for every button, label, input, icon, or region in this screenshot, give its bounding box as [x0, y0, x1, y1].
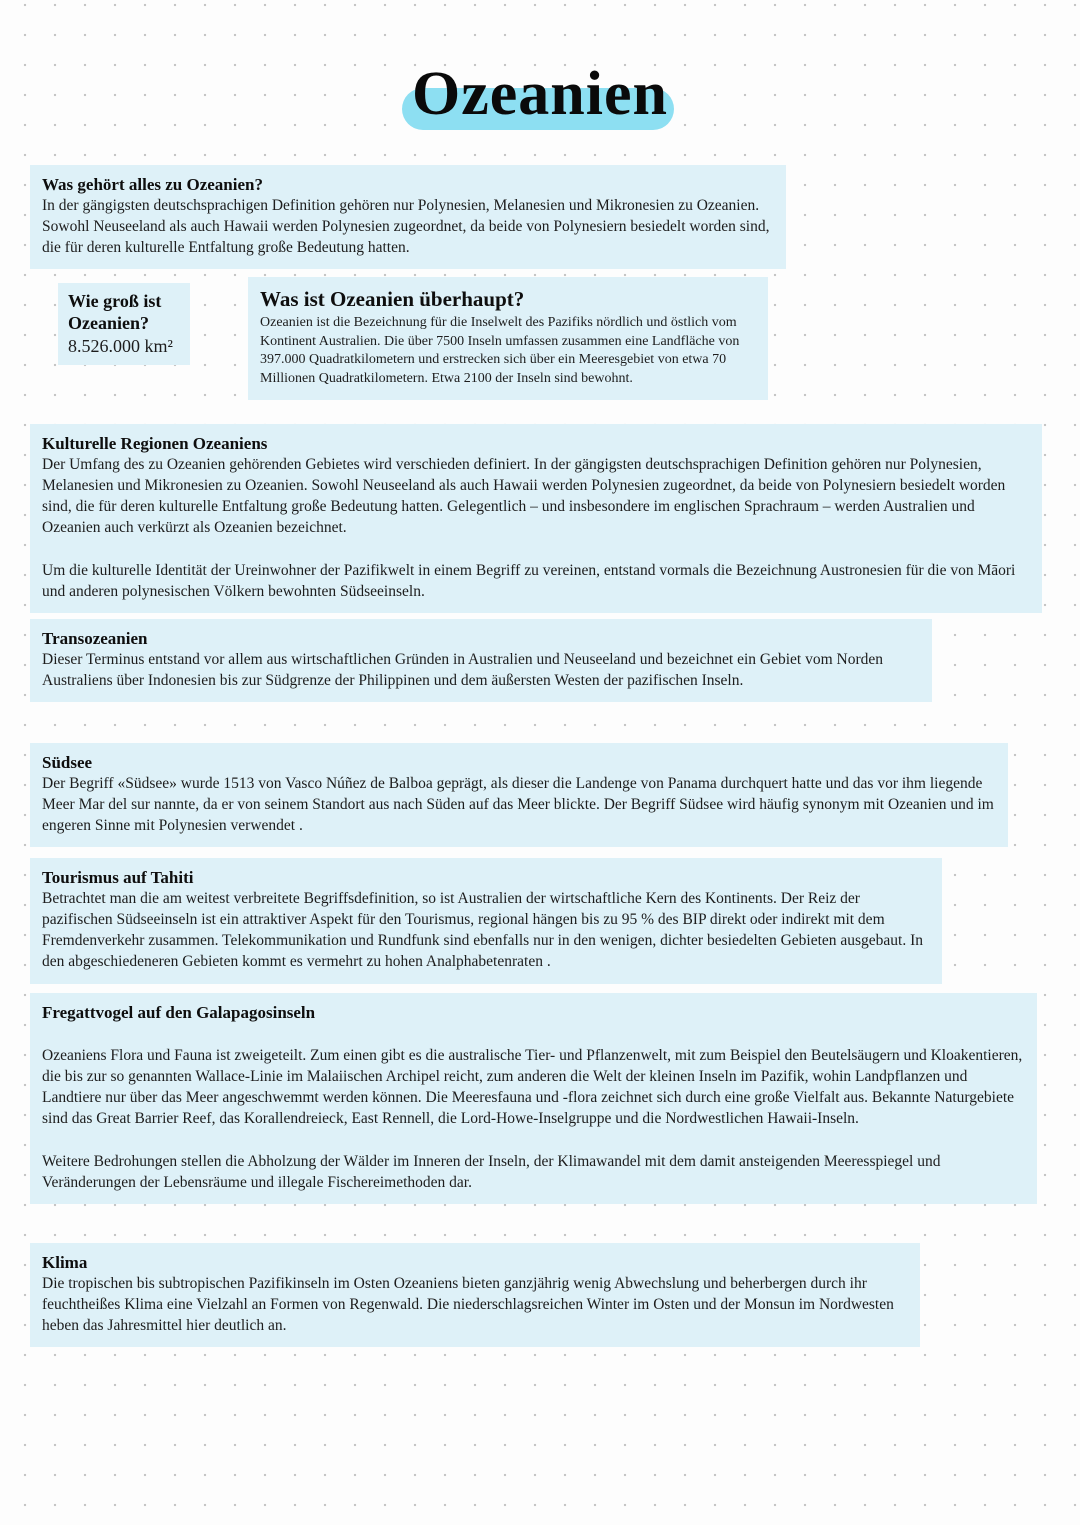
section-body: Der Begriff «Südsee» wurde 1513 von Vasco Núñez de Balboa geprägt, als dieser die Landenge von Panama durchquert hatte und das vor ihm liegende Meer Mar del sur nannte, da er von seinem Standort aus nach Süden auf das Meer blickte. Der Begriff Südsee wird häufig synonym mit Ozeanien und im engeren Sinne mit Polynesien verwendet . [42, 775, 994, 835]
section-heading: Fregattvogel auf den Galapagosinseln [42, 1003, 316, 1022]
section-heading: Transozeanien [42, 629, 148, 648]
area-value: 8.526.000 km² [68, 335, 173, 356]
section-tourismus [30, 858, 942, 984]
section-was-gehoert [30, 165, 786, 269]
section-body: Weitere Bedrohungen stellen die Abholzung der Wälder im Inneren der Inseln, der Klimawandel mit dem damit ansteigenden Meeresspiegel und Veränderungen der Lebensräume und illegale Fischereimethoden dar. [42, 1152, 941, 1191]
page-title-text: Ozeanien [412, 59, 668, 128]
section-wie-gross [58, 283, 190, 365]
section-transozeanien [30, 619, 932, 702]
section-body: Ozeanien ist die Bezeichnung für die Inselwelt des Pazifiks nördlich und östlich vom Kontinent Australien. Die über 7500 Inseln umfassen zusammen eine Landfläche von 397.000 Quadratkilometern und erstrecken sich über ein Meeresgebiet von etwa 70 Millionen Quadratkilometern. Etwa 2100 der Inseln sind bewohnt. [260, 315, 740, 387]
section-kulturelle-regionen [30, 424, 1042, 613]
section-heading: Klima [42, 1253, 88, 1272]
section-was-ist-ozeanien [248, 277, 768, 400]
section-heading: Was gehört alles zu Ozeanien? [42, 175, 263, 194]
section-suedsee [30, 743, 1008, 847]
section-body: Dieser Terminus entstand vor allem aus wirtschaftlichen Gründen in Australien und Neuseeland und bezeichnet ein Gebiet vom Norden Australiens über Indonesien bis zur Südgrenze der Philippinen und dem äußersten Westen der pazifischen Inseln. [42, 651, 883, 690]
section-body: Um die kulturelle Identität der Ureinwohner der Pazifikwelt in einem Begriff zu vereinen, entstand vormals die Bezeichnung Austronesien für die von Māori und anderen polynesischen Völkern bewohnten Südseeinseln. [42, 561, 1016, 600]
section-heading: Kulturelle Regionen Ozeaniens [42, 434, 268, 453]
section-klima [30, 1243, 920, 1347]
section-body: In der gängigsten deutschsprachigen Definition gehören nur Polynesien, Melanesien und Mikronesien zu Ozeanien. Sowohl Neuseeland als auch Hawaii werden Polynesien zugeordnet, da beide von Polynesiern besiedelt worden sind, die für deren kulturelle Entfaltung große Bedeutung hatten. [42, 197, 770, 257]
section-heading: Südsee [42, 753, 93, 772]
section-body: Die tropischen bis subtropischen Pazifikinseln im Osten Ozeaniens bieten ganzjährig wenig Abwechslung und beherbergen durch ihr feuchtheißes Klima eine Vielzahl an Formen von Regenwald. Die niederschlagsreichen Winter im Osten und der Monsun im Nordwesten heben das Jahresmittel hier deutlich an. [42, 1275, 894, 1335]
page-header [0, 18, 1080, 169]
section-body: Der Umfang des zu Ozeanien gehörenden Gebietes wird verschieden definiert. In der gängigsten deutschsprachigen Definition gehören nur Polynesien, Melanesien und Mikronesien zu Ozeanien. Sowohl Neuseeland als auch Hawaii werden Polynesien zugeordnet, da beide von Polynesiern besiedelt worden sind, die für deren kulturelle Entfaltung große Bedeutung hatten. Gelegentlich – und insbesondere im englischen Sprachraum – werden Australien und Ozeanien auch verkürzt als Ozeanien bezeichnet. [42, 456, 1006, 537]
section-body: Betrachtet man die am weitest verbreitete Begriffsdefinition, so ist Australien der wirtschaftliche Kern des Kontinents. Der Reiz der pazifischen Südseeinseln ist ein attraktiver Aspekt für den Tourismus, regional hängen bis zu 95 % des BIP direkt oder indirekt mit dem Fremdenverkehr zusammen. Telekommunikation und Rundfunk sind ebenfalls nur in den wenigen, dichter besiedelten Gebieten ausgebaut. In den abgeschiedeneren Gebieten kommt es vermehrt zu hohen Analphabetenraten . [42, 890, 924, 971]
section-heading: Was ist Ozeanien überhaupt? [260, 287, 525, 311]
section-heading: Wie groß ist Ozeanien? [68, 291, 162, 333]
section-fregattvogel [30, 993, 1037, 1204]
page-title [412, 60, 668, 128]
section-heading: Tourismus auf Tahiti [42, 868, 194, 887]
section-body: Ozeaniens Flora und Fauna ist zweigeteilt. Zum einen gibt es die australische Tier- und Pflanzenwelt, mit zum Beispiel den Beutelsäugern und Kloakentieren, die bis zur so genannten Wallace-Linie im Malaiischen Archipel reicht, zum anderen die Welt der kleinen Inseln im Pazifik, wohin Landpflanzen und Landtiere nur über das Meer angeschwemmt werden können. Die Meeresfauna und -flora zeichnet sich durch eine große Vielfalt aus. Bekannte Naturgebiete sind das Great Barrier Reef, das Korallendreieck, East Rennell, die Lord-Howe-Inselgruppe und die Nordwestlichen Hawaii-Inseln. [42, 1047, 1023, 1128]
